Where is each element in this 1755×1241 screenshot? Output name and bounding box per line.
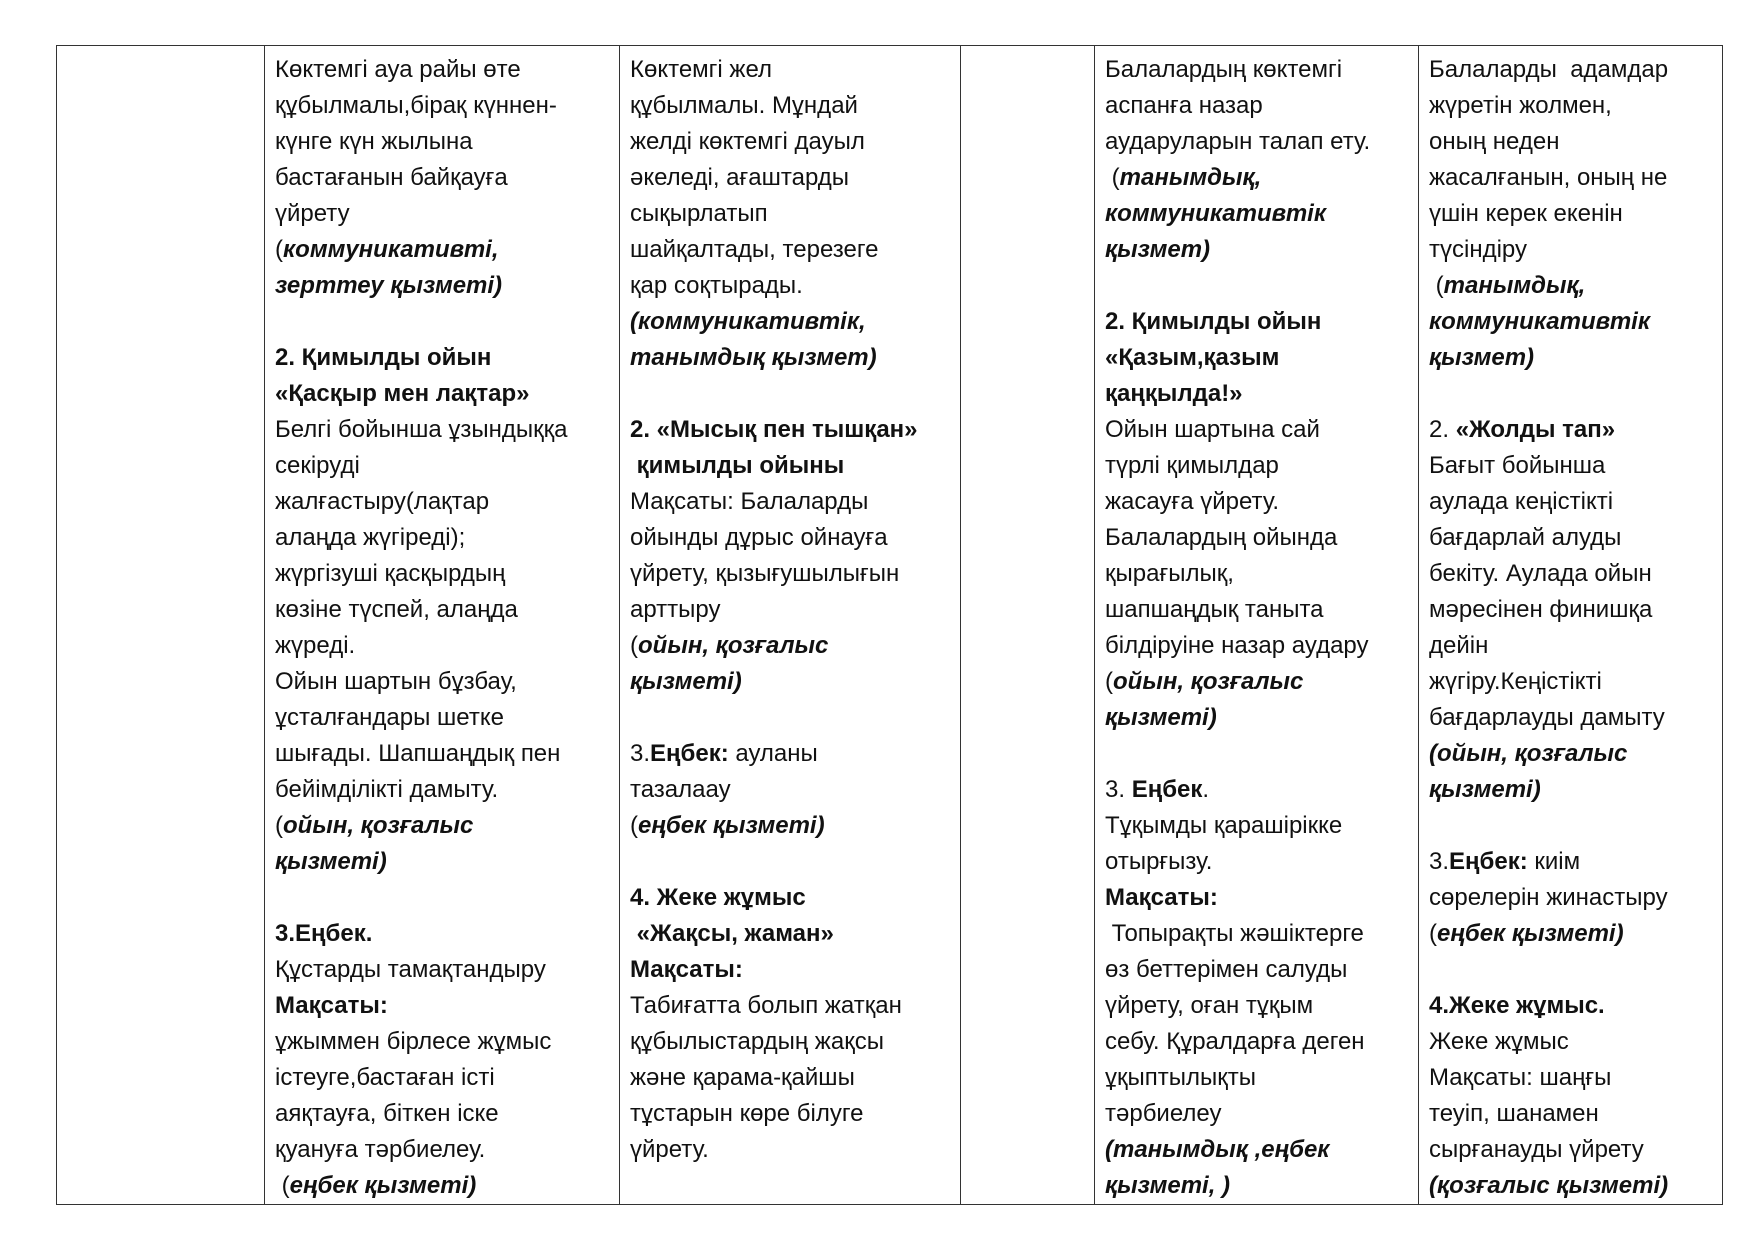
text-line bbox=[630, 700, 954, 736]
text-line bbox=[630, 664, 954, 700]
text-line bbox=[275, 340, 613, 376]
text-run: аулада кеңістікті bbox=[1429, 488, 1614, 515]
text-line bbox=[1429, 844, 1716, 880]
text-run: үшін керек екенін bbox=[1429, 200, 1623, 227]
text-line bbox=[630, 1096, 954, 1132]
text-run: үйрету. bbox=[630, 1136, 709, 1163]
text-run: әкеледі, ағаштарды bbox=[630, 164, 849, 191]
text-line bbox=[630, 340, 954, 376]
text-line bbox=[275, 1060, 613, 1096]
text-line bbox=[1105, 52, 1412, 88]
text-line bbox=[1105, 1060, 1412, 1096]
text-line bbox=[1105, 592, 1412, 628]
text-line bbox=[1105, 988, 1412, 1024]
text-run: еңбек қызметі) bbox=[1437, 920, 1624, 947]
text-line bbox=[1105, 88, 1412, 124]
text-run: қызметі, ) bbox=[1105, 1172, 1231, 1199]
text-line bbox=[1429, 520, 1716, 556]
text-run: түрлі қимылдар bbox=[1105, 452, 1279, 479]
text-run: «Қасқыр мен лақтар» bbox=[275, 380, 530, 407]
text-run: жалғастыру(лақтар bbox=[275, 488, 490, 515]
text-line bbox=[275, 736, 613, 772]
text-line bbox=[1105, 808, 1412, 844]
text-run: сөрелерін жинастыру bbox=[1429, 884, 1668, 911]
text-line bbox=[275, 916, 613, 952]
text-line bbox=[630, 484, 954, 520]
text-line bbox=[630, 1024, 954, 1060]
text-line bbox=[275, 448, 613, 484]
text-run: бағдарлауды дамыту bbox=[1429, 704, 1665, 731]
text-run: зерттеу қызметі) bbox=[275, 272, 503, 299]
text-run: себу. Құралдарға деген bbox=[1105, 1028, 1365, 1055]
text-run: коммуникативтік bbox=[1429, 308, 1650, 335]
text-line bbox=[1105, 1024, 1412, 1060]
text-line bbox=[630, 916, 954, 952]
text-line bbox=[1105, 340, 1412, 376]
text-run: мәресінен финишқа bbox=[1429, 596, 1653, 623]
text-run: үйрету, оған тұқым bbox=[1105, 992, 1314, 1019]
text-line bbox=[275, 520, 613, 556]
text-line bbox=[1429, 1132, 1716, 1168]
text-run: «Қазым,қазым bbox=[1105, 344, 1280, 371]
text-run: алаңда жүгіреді); bbox=[275, 524, 466, 551]
text-line bbox=[1105, 232, 1412, 268]
text-line bbox=[630, 304, 954, 340]
text-run: жүргізуші қасқырдың bbox=[275, 560, 506, 587]
text-run: ойын, қозғалыс bbox=[1113, 668, 1304, 695]
text-line bbox=[630, 1060, 954, 1096]
text-run: Мақсаты: шаңғы bbox=[1429, 1064, 1612, 1091]
text-run: 4. Жеке жұмыс bbox=[630, 884, 806, 911]
text-line bbox=[1429, 916, 1716, 952]
text-run: еңбек қызметі) bbox=[289, 1172, 477, 1199]
text-run: «Жолды тап» bbox=[1455, 416, 1616, 443]
text-line bbox=[275, 1096, 613, 1132]
text-run: Табиғатта болып жатқан bbox=[630, 992, 902, 1019]
text-line bbox=[275, 412, 613, 448]
text-run: (танымдық ,еңбек bbox=[1105, 1136, 1330, 1163]
text-run: жасауға үйрету. bbox=[1105, 488, 1280, 515]
text-run: қаңқылда!» bbox=[1105, 380, 1243, 407]
table-row bbox=[57, 46, 1723, 1205]
text-line bbox=[1429, 412, 1716, 448]
text-line bbox=[275, 700, 613, 736]
text-run: қызметі) bbox=[275, 848, 387, 875]
text-run: 4.Жеке жұмыс. bbox=[1429, 992, 1605, 1019]
table-cell-col-4 bbox=[961, 46, 1095, 1205]
text-run: қуануға тәрбиелеу. bbox=[275, 1136, 486, 1163]
text-line bbox=[630, 520, 954, 556]
text-run: ұжыммен бірлесе жұмыс bbox=[275, 1028, 552, 1055]
text-run: Мақсаты: Балаларды bbox=[630, 488, 869, 515]
text-run: қар соқтырады. bbox=[630, 272, 803, 299]
text-run: шайқалтады, терезеге bbox=[630, 236, 879, 263]
text-line bbox=[275, 268, 613, 304]
text-run: аяқтауға, біткен іске bbox=[275, 1100, 499, 1127]
text-line bbox=[1105, 952, 1412, 988]
text-run: танымдық, bbox=[1119, 164, 1262, 191]
text-line bbox=[1105, 196, 1412, 232]
text-line bbox=[1429, 1024, 1716, 1060]
text-line bbox=[630, 1132, 954, 1168]
text-line bbox=[1105, 412, 1412, 448]
text-run: ұқыптылықты bbox=[1105, 1064, 1256, 1091]
text-run: жүгіру.Кеңістікті bbox=[1429, 668, 1602, 695]
text-line bbox=[275, 52, 613, 88]
text-run: ( bbox=[630, 812, 638, 839]
text-line bbox=[630, 808, 954, 844]
text-line bbox=[1105, 124, 1412, 160]
text-run: және қарама-қайшы bbox=[630, 1064, 855, 1091]
text-line bbox=[1429, 628, 1716, 664]
text-line bbox=[275, 232, 613, 268]
text-line bbox=[275, 160, 613, 196]
text-run: жүретін жолмен, bbox=[1429, 92, 1612, 119]
text-line bbox=[1429, 556, 1716, 592]
text-line bbox=[1429, 772, 1716, 808]
text-line bbox=[1429, 700, 1716, 736]
text-line bbox=[275, 556, 613, 592]
text-line bbox=[1429, 1096, 1716, 1132]
text-line bbox=[1105, 1096, 1412, 1132]
text-run: қызмет) bbox=[1429, 344, 1535, 371]
text-line bbox=[1429, 988, 1716, 1024]
text-line bbox=[1105, 844, 1412, 880]
text-run: ойын, қозғалыс bbox=[283, 812, 474, 839]
text-line bbox=[275, 952, 613, 988]
text-line bbox=[630, 376, 954, 412]
text-line bbox=[1429, 808, 1716, 844]
text-line bbox=[1429, 124, 1716, 160]
text-run: арттыру bbox=[630, 596, 721, 623]
text-run: еңбек қызметі) bbox=[638, 812, 825, 839]
text-run: түсіндіру bbox=[1429, 236, 1527, 263]
text-run: аспанға назар bbox=[1105, 92, 1263, 119]
text-line bbox=[630, 196, 954, 232]
text-line bbox=[275, 304, 613, 340]
text-run: коммуникативтік bbox=[1105, 200, 1326, 227]
text-run: 2. Қимылды ойын bbox=[275, 344, 492, 371]
text-line bbox=[630, 448, 954, 484]
text-line bbox=[1429, 88, 1716, 124]
text-run: тазалаау bbox=[630, 776, 731, 803]
text-run: үйрету bbox=[275, 200, 350, 227]
text-line bbox=[630, 88, 954, 124]
text-run: Топырақты жәшіктерге bbox=[1105, 920, 1364, 947]
text-line bbox=[1105, 304, 1412, 340]
text-line bbox=[1429, 268, 1716, 304]
text-run: секіруді bbox=[275, 452, 360, 479]
text-run: Ойын шартын бұзбау, bbox=[275, 668, 517, 695]
text-run: Мақсаты: bbox=[275, 992, 388, 1019]
text-line bbox=[1429, 196, 1716, 232]
text-run: ( bbox=[1429, 272, 1444, 299]
text-line bbox=[1105, 736, 1412, 772]
text-run: теуіп, шанамен bbox=[1429, 1100, 1599, 1127]
table-cell-col-6 bbox=[1419, 46, 1723, 1205]
text-run: қызметі) bbox=[630, 668, 742, 695]
text-line bbox=[275, 1132, 613, 1168]
text-run: бастағанын байқауға bbox=[275, 164, 508, 191]
text-run: шығады. Шапшаңдық пен bbox=[275, 740, 561, 767]
text-run: ойын, қозғалыс bbox=[638, 632, 829, 659]
text-run: сықырлатып bbox=[630, 200, 768, 227]
text-run: тәрбиелеу bbox=[1105, 1100, 1222, 1127]
table-cell-col-2 bbox=[265, 46, 620, 1205]
text-run: ( bbox=[275, 236, 283, 263]
text-run: тұстарын көре білуге bbox=[630, 1100, 864, 1127]
text-run: 3. bbox=[1429, 848, 1450, 875]
text-run: отырғызу. bbox=[1105, 848, 1213, 875]
text-line bbox=[275, 376, 613, 412]
text-run: Тұқымды қарашірікке bbox=[1105, 812, 1343, 839]
text-run: істеуге,бастаған істі bbox=[275, 1064, 495, 1091]
text-run: Көктемгі ауа райы өте bbox=[275, 56, 521, 83]
text-run: ( bbox=[630, 632, 638, 659]
text-line bbox=[1105, 484, 1412, 520]
text-run: (коммуникативтік, bbox=[630, 308, 866, 335]
text-line bbox=[275, 880, 613, 916]
text-run: жүреді. bbox=[275, 632, 356, 659]
text-run: қызметі) bbox=[1105, 704, 1217, 731]
text-line bbox=[275, 124, 613, 160]
text-run: 3.Еңбек. bbox=[275, 920, 373, 947]
text-run: бейімділікті дамыту. bbox=[275, 776, 499, 803]
text-run: Балаларды адамдар bbox=[1429, 56, 1669, 83]
text-line bbox=[1429, 736, 1716, 772]
text-run: Мақсаты: bbox=[1105, 884, 1218, 911]
text-line bbox=[630, 412, 954, 448]
text-line bbox=[630, 556, 954, 592]
text-run: коммуникативті, bbox=[283, 236, 499, 263]
text-line bbox=[275, 196, 613, 232]
text-line bbox=[1105, 160, 1412, 196]
text-line bbox=[630, 952, 954, 988]
text-run: бекіту. Аулада ойын bbox=[1429, 560, 1652, 587]
text-run: 2. Қимылды ойын bbox=[1105, 308, 1322, 335]
text-line bbox=[1429, 952, 1716, 988]
text-run: бағдарлай алуды bbox=[1429, 524, 1622, 551]
text-line bbox=[1105, 268, 1412, 304]
text-line bbox=[1429, 664, 1716, 700]
text-run: танымдық қызмет) bbox=[630, 344, 877, 371]
text-run: Белгі бойынша ұзындыққа bbox=[275, 416, 568, 443]
text-line bbox=[1429, 52, 1716, 88]
text-line bbox=[1429, 448, 1716, 484]
text-run: 2. bbox=[1429, 416, 1456, 443]
text-run: құбылыстардың жақсы bbox=[630, 1028, 884, 1055]
text-run: ауланы bbox=[728, 740, 818, 767]
text-run: үйрету, қызығушылығын bbox=[630, 560, 900, 587]
text-run: Еңбек: bbox=[1449, 848, 1528, 875]
text-line bbox=[275, 1024, 613, 1060]
text-run: «Жақсы, жаман» bbox=[630, 920, 834, 947]
text-run: қызметі) bbox=[1429, 776, 1541, 803]
text-run: Еңбек: bbox=[650, 740, 729, 767]
text-line bbox=[1429, 160, 1716, 196]
text-run: ( bbox=[1105, 668, 1113, 695]
text-line bbox=[1105, 376, 1412, 412]
text-run: Көктемгі жел bbox=[630, 56, 773, 83]
text-line bbox=[1429, 376, 1716, 412]
text-line bbox=[630, 772, 954, 808]
text-run: ойынды дұрыс ойнауға bbox=[630, 524, 888, 551]
text-line bbox=[630, 988, 954, 1024]
text-line bbox=[1429, 304, 1716, 340]
table-cell-col-5 bbox=[1095, 46, 1419, 1205]
text-run: қимылды ойыны bbox=[630, 452, 845, 479]
text-run: киім bbox=[1527, 848, 1581, 875]
text-run: ( bbox=[1105, 164, 1120, 191]
text-run: желді көктемгі дауыл bbox=[630, 128, 865, 155]
text-line bbox=[1105, 1132, 1412, 1168]
text-line bbox=[630, 124, 954, 160]
text-line bbox=[1429, 340, 1716, 376]
text-line bbox=[1105, 556, 1412, 592]
text-line bbox=[630, 52, 954, 88]
text-line bbox=[275, 844, 613, 880]
text-run: қырағылық, bbox=[1105, 560, 1234, 587]
text-run: өз беттерімен салуды bbox=[1105, 956, 1348, 983]
plan-table bbox=[56, 45, 1723, 1205]
text-line bbox=[275, 88, 613, 124]
text-line bbox=[630, 268, 954, 304]
text-run: күнге күн жылына bbox=[275, 128, 473, 155]
text-run: Бағыт бойынша bbox=[1429, 452, 1606, 479]
text-line bbox=[1429, 1168, 1716, 1204]
text-run: 3. bbox=[630, 740, 651, 767]
text-line bbox=[1105, 520, 1412, 556]
text-run: сырғанауды үйрету bbox=[1429, 1136, 1644, 1163]
text-line bbox=[1429, 484, 1716, 520]
text-run: ( bbox=[1429, 920, 1437, 947]
text-line bbox=[1429, 592, 1716, 628]
text-run: 3. bbox=[1105, 776, 1132, 803]
text-line bbox=[1105, 448, 1412, 484]
text-line bbox=[1429, 1060, 1716, 1096]
text-line bbox=[630, 736, 954, 772]
text-run: 2. «Мысық пен тышқан» bbox=[630, 416, 918, 443]
text-line bbox=[275, 1168, 613, 1204]
text-line bbox=[275, 808, 613, 844]
text-line bbox=[1105, 880, 1412, 916]
text-line bbox=[1429, 880, 1716, 916]
text-line bbox=[630, 160, 954, 196]
text-line bbox=[630, 592, 954, 628]
text-line bbox=[1105, 916, 1412, 952]
text-line bbox=[1105, 772, 1412, 808]
text-run: құбылмалы. Мұндай bbox=[630, 92, 858, 119]
text-line bbox=[630, 844, 954, 880]
text-line bbox=[630, 232, 954, 268]
text-line bbox=[275, 592, 613, 628]
text-run: Құстарды тамақтандыру bbox=[275, 956, 546, 983]
text-run: (ойын, қозғалыс bbox=[1429, 740, 1628, 767]
text-line bbox=[275, 664, 613, 700]
text-line bbox=[630, 880, 954, 916]
text-run: Ойын шартына сай bbox=[1105, 416, 1320, 443]
text-run: шапшаңдық таныта bbox=[1105, 596, 1324, 623]
text-run: қызмет) bbox=[1105, 236, 1211, 263]
text-line bbox=[275, 628, 613, 664]
text-run: көзіне түспей, алаңда bbox=[275, 596, 518, 623]
text-run: . bbox=[1202, 776, 1210, 803]
text-line bbox=[1105, 628, 1412, 664]
text-line bbox=[1429, 232, 1716, 268]
text-run: ұсталғандары шетке bbox=[275, 704, 504, 731]
text-run: Балалардың көктемгі bbox=[1105, 56, 1343, 83]
text-run: Еңбек bbox=[1131, 776, 1203, 803]
text-line bbox=[275, 484, 613, 520]
text-line bbox=[275, 772, 613, 808]
text-run: (қозғалыс қызметі) bbox=[1429, 1172, 1669, 1199]
text-run: Жеке жұмыс bbox=[1429, 1028, 1569, 1055]
text-line bbox=[1105, 1168, 1412, 1204]
text-run: Балалардың ойында bbox=[1105, 524, 1338, 551]
text-run: білдіруіне назар аудару bbox=[1105, 632, 1369, 659]
text-run: ( bbox=[275, 1172, 290, 1199]
text-run: дейін bbox=[1429, 632, 1489, 659]
text-run: ( bbox=[275, 812, 283, 839]
text-run: танымдық, bbox=[1443, 272, 1586, 299]
text-run: құбылмалы,бірақ күннен- bbox=[275, 92, 557, 119]
table-cell-col-3 bbox=[620, 46, 961, 1205]
text-line bbox=[1105, 700, 1412, 736]
text-line bbox=[630, 628, 954, 664]
text-line bbox=[1105, 664, 1412, 700]
table-cell-col-1 bbox=[57, 46, 265, 1205]
text-run: оның неден bbox=[1429, 128, 1560, 155]
text-line bbox=[275, 988, 613, 1024]
text-run: Мақсаты: bbox=[630, 956, 743, 983]
text-run: аударуларын талап ету. bbox=[1105, 128, 1371, 155]
text-run: жасалғанын, оның не bbox=[1429, 164, 1668, 191]
